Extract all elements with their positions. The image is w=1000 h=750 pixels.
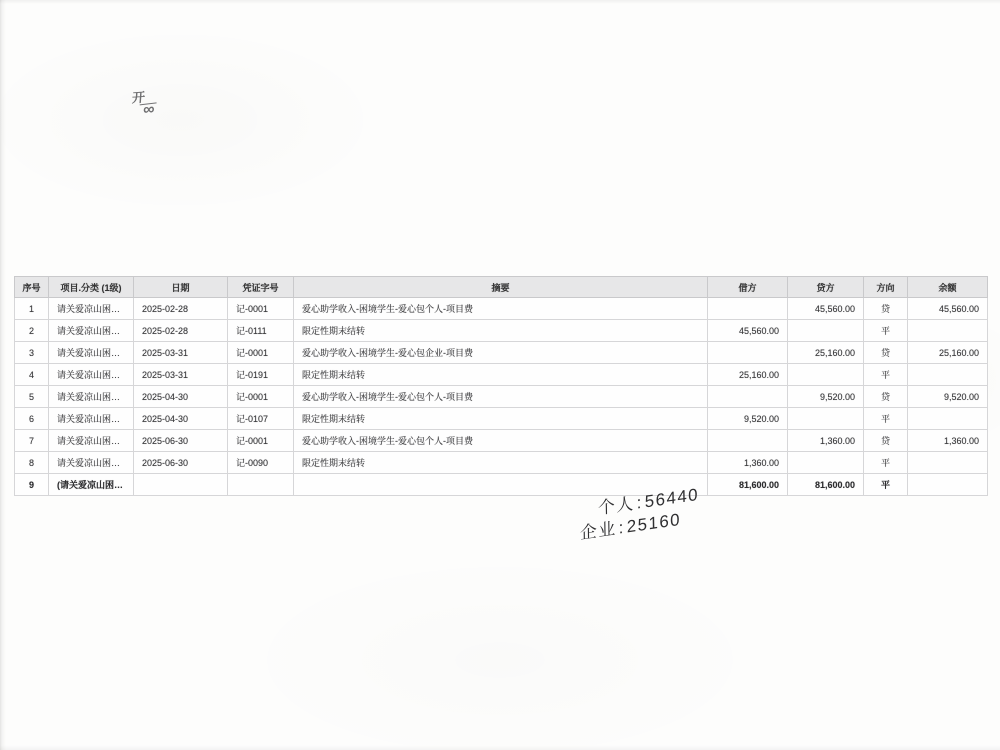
cell-seq: 9 [15, 474, 49, 496]
table-row [15, 386, 988, 408]
cell-credit: 9,520.00 [788, 386, 864, 408]
cell-credit [788, 320, 864, 342]
cell-direction: 平 [864, 452, 908, 474]
cell-balance [908, 364, 988, 386]
cell-direction: 平 [864, 408, 908, 430]
handwritten-top-mark [128, 84, 179, 133]
cell-date: 2025-03-31 [134, 364, 228, 386]
cell-credit [788, 452, 864, 474]
cell-credit: 25,160.00 [788, 342, 864, 364]
cell-balance [908, 320, 988, 342]
cell-balance [908, 408, 988, 430]
note-personal-label: 个人 [597, 493, 635, 519]
ledger-table [14, 276, 988, 496]
note-personal-separator: : [636, 492, 643, 513]
cell-balance [908, 452, 988, 474]
cell-credit [788, 364, 864, 386]
col-header-voucher: 凭证字号 [228, 277, 294, 298]
cell-voucher: 记-0111 [228, 320, 294, 342]
cell-date: 2025-02-28 [134, 298, 228, 320]
cell-summary: 限定性期末结转 [294, 452, 708, 474]
ledger-table-header [15, 277, 988, 298]
col-header-seq: 序号 [15, 277, 49, 298]
cell-voucher: 记-0191 [228, 364, 294, 386]
cell-voucher [228, 474, 294, 496]
cell-category: 请关爱凉山困… [49, 386, 134, 408]
cell-summary: 爱心助学收入-困境学生-爱心包个人-项目费 [294, 386, 708, 408]
col-header-date: 日期 [134, 277, 228, 298]
col-header-direction: 方向 [864, 277, 908, 298]
cell-seq: 7 [15, 430, 49, 452]
cell-seq: 5 [15, 386, 49, 408]
cell-balance [908, 474, 988, 496]
cell-category: 请关爱凉山困… [49, 452, 134, 474]
cell-date [134, 474, 228, 496]
table-row [15, 320, 988, 342]
handwritten-mark-lower: ∞ [142, 100, 155, 119]
cell-credit: 81,600.00 [788, 474, 864, 496]
col-header-category: 项目.分类 (1级) [49, 277, 134, 298]
table-total-row [15, 474, 988, 496]
header-row [15, 277, 988, 298]
cell-balance: 9,520.00 [908, 386, 988, 408]
cell-debit [708, 430, 788, 452]
cell-seq: 8 [15, 452, 49, 474]
cell-date: 2025-02-28 [134, 320, 228, 342]
table-row [15, 342, 988, 364]
cell-debit: 9,520.00 [708, 408, 788, 430]
cell-category: (请关爱凉山困… [49, 474, 134, 496]
col-header-credit: 贷方 [788, 277, 864, 298]
cell-voucher: 记-0090 [228, 452, 294, 474]
cell-date: 2025-04-30 [134, 386, 228, 408]
cell-date: 2025-06-30 [134, 430, 228, 452]
cell-summary: 爱心助学收入-困境学生-爱心包企业-项目费 [294, 342, 708, 364]
cell-balance: 25,160.00 [908, 342, 988, 364]
cell-category: 请关爱凉山困… [49, 430, 134, 452]
cell-debit: 1,360.00 [708, 452, 788, 474]
cell-credit [788, 408, 864, 430]
cell-summary: 限定性期末结转 [294, 320, 708, 342]
handwritten-mark-upper: 开 [131, 89, 146, 106]
col-header-summary: 摘要 [294, 277, 708, 298]
cell-voucher: 记-0001 [228, 298, 294, 320]
table-row [15, 452, 988, 474]
cell-debit [708, 342, 788, 364]
cell-voucher: 记-0001 [228, 342, 294, 364]
cell-seq: 6 [15, 408, 49, 430]
cell-seq: 3 [15, 342, 49, 364]
cell-category: 请关爱凉山困… [49, 364, 134, 386]
cell-voucher: 记-0107 [228, 408, 294, 430]
note-company-value: 25160 [626, 509, 682, 537]
cell-direction: 平 [864, 364, 908, 386]
table-row [15, 430, 988, 452]
col-header-debit: 借方 [708, 277, 788, 298]
cell-date: 2025-03-31 [134, 342, 228, 364]
cell-debit: 81,600.00 [708, 474, 788, 496]
cell-balance: 45,560.00 [908, 298, 988, 320]
cell-summary: 爱心助学收入-困境学生-爱心包个人-项目费 [294, 298, 708, 320]
cell-direction: 贷 [864, 386, 908, 408]
table-row [15, 364, 988, 386]
cell-seq: 1 [15, 298, 49, 320]
table-row [15, 408, 988, 430]
cell-debit [708, 386, 788, 408]
cell-category: 请关爱凉山困… [49, 342, 134, 364]
cell-debit: 25,160.00 [708, 364, 788, 386]
cell-summary: 爱心助学收入-困境学生-爱心包个人-项目费 [294, 430, 708, 452]
cell-debit: 45,560.00 [708, 320, 788, 342]
cell-summary: 限定性期末结转 [294, 408, 708, 430]
cell-category: 请关爱凉山困… [49, 298, 134, 320]
cell-balance: 1,360.00 [908, 430, 988, 452]
note-company-label: 企业 [579, 518, 617, 544]
table-row [15, 298, 988, 320]
cell-direction: 贷 [864, 430, 908, 452]
cell-direction: 贷 [864, 342, 908, 364]
ledger-table-body [15, 298, 988, 496]
col-header-balance: 余额 [908, 277, 988, 298]
cell-seq: 4 [15, 364, 49, 386]
cell-summary: 限定性期末结转 [294, 364, 708, 386]
cell-voucher: 记-0001 [228, 386, 294, 408]
cell-debit [708, 298, 788, 320]
cell-direction: 贷 [864, 298, 908, 320]
note-personal-value: 56440 [644, 484, 700, 512]
cell-voucher: 记-0001 [228, 430, 294, 452]
cell-credit: 1,360.00 [788, 430, 864, 452]
cell-date: 2025-06-30 [134, 452, 228, 474]
cell-category: 请关爱凉山困… [49, 408, 134, 430]
note-company-separator: : [618, 517, 625, 538]
cell-category: 请关爱凉山困… [49, 320, 134, 342]
cell-date: 2025-04-30 [134, 408, 228, 430]
cell-credit: 45,560.00 [788, 298, 864, 320]
cell-seq: 2 [15, 320, 49, 342]
cell-direction: 平 [864, 320, 908, 342]
cell-direction: 平 [864, 474, 908, 496]
